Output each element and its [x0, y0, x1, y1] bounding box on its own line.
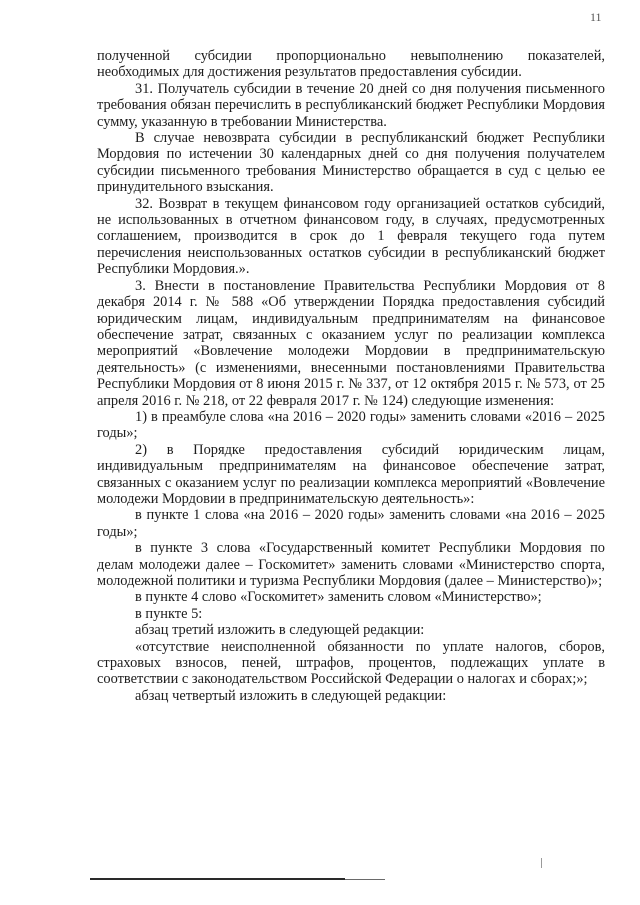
paragraph-point-3-change: в пункте 3 слова «Государственный комитет Республики Мордовия по делам молодежи далее – Госкомитет» заменить словами «Министерство спорта, молодежной политики и туризма Республики Мордовия (далее – Министерство)»;	[97, 540, 605, 589]
paragraph-point-1-change: в пункте 1 слова «на 2016 – 2020 годы» заменить словами «на 2016 – 2025 годы»;	[97, 507, 605, 540]
paragraph-item-31: 31. Получатель субсидии в течение 20 дней со дня получения письменного требования обязан перечислить в республиканский бюджет Республики Мордовия сумму, указанную в требовании Министерства.	[97, 80, 605, 130]
paragraph-item-32: 32. Возврат в текущем финансовом году организацией остатков субсидий, не использованных в отчетном финансовом году, в случаях, предусмотренных соглашением, производится в срок до 1 февраля текущего года путем перечисления неиспользованных остатков субсидии в республиканский бюджет Республики Мордовия.».	[97, 195, 605, 278]
footer-rule-tail	[345, 879, 385, 880]
paragraph-abzac-3: абзац третий изложить в следующей редакции:	[135, 622, 425, 639]
paragraph-point-5: в пункте 5:	[135, 605, 203, 622]
footer-rule	[90, 878, 345, 880]
paragraph-abzac-3-text: «отсутствие неисполненной обязанности по уплате налогов, сборов, страховых взносов, пеней, штрафов, процентов, подлежащих уплате в соответствии с законодательством Российской Федерации о налогах и сборах;»;	[97, 638, 605, 688]
paragraph-procedure-change: 2) в Порядке предоставления субсидий юридическим лицам, индивидуальным предпринимателям на финансовое обеспечение затрат, связанных с оказанием услуг по реализации комплекса мероприятий «Вовлечение молодежи Мордовии в предпринимательскую деятельность»:	[97, 441, 605, 507]
paragraph-point-4-change: в пункте 4 слово «Госкомитет» заменить словом «Министерство»;	[135, 589, 542, 606]
document-body	[97, 48, 605, 704]
paragraph-preamble-change: 1) в преамбуле слова «на 2016 – 2020 годы» заменить словами «2016 – 2025 годы»;	[97, 408, 605, 442]
paragraph-non-return: В случае невозврата субсидии в республиканский бюджет Республики Мордовия по истечении 30 календарных дней со дня получения получателем субсидии письменного требования Министерство обращается в суд с целью ее принудительного взыскания.	[97, 130, 605, 196]
paragraph-item-3-amend-decree: 3. Внести в постановление Правительства Республики Мордовия от 8 декабря 2014 г. № 588 «Об утверждении Порядка предоставления субсидий юридическим лицам, индивидуальным предпринимателям на финансовое обеспечение затрат, связанных с оказанием услуг по реализации комплекса мероприятий «Вовлечение молодежи Мордовии в предпринимательскую деятельность» (с изменениями, внесенными постановлениями Правительства Республики Мордовия от 8 июня 2015 г. № 337, от 12 октября 2015 г. № 573, от 25 апреля 2016 г. № 218, от 22 февраля 2017 г. № 124) следующие изменения:	[97, 277, 605, 409]
page-number: 11	[590, 10, 602, 24]
paragraph-subsidy-end: полученной субсидии пропорционально невыполнению показателей, необходимых для достижения результатов предоставления субсидии.	[97, 48, 605, 81]
scan-mark	[541, 858, 542, 868]
paragraph-abzac-4: абзац четвертый изложить в следующей редакции:	[135, 687, 447, 704]
